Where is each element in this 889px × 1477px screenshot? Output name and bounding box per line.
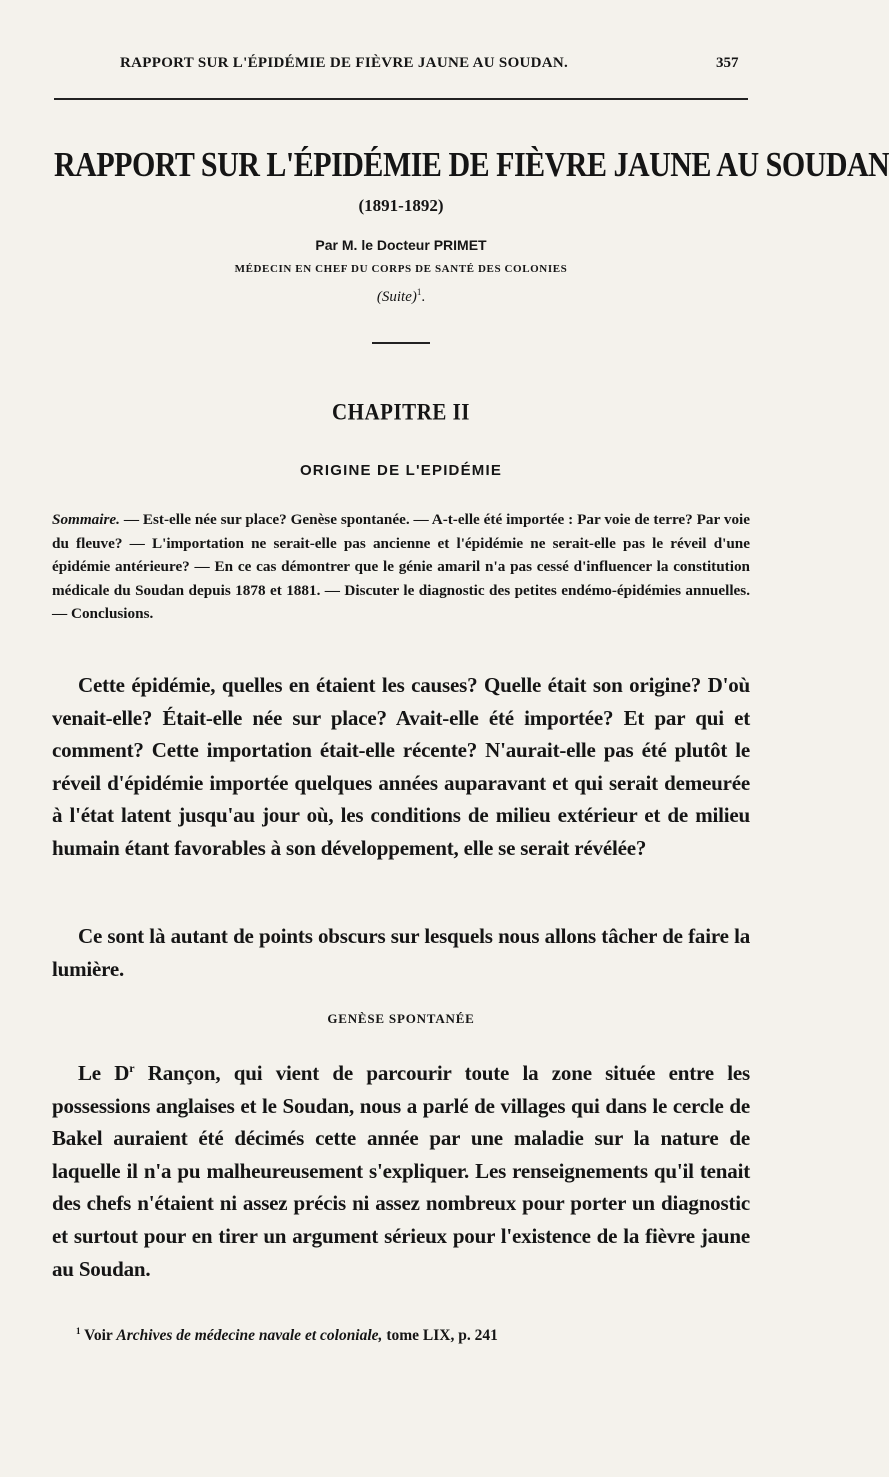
suite-line xyxy=(54,287,748,306)
summary-label: Sommaire. xyxy=(52,511,120,528)
footnote-marker: 1 xyxy=(76,1326,81,1336)
author-role: MÉDECIN EN CHEF DU CORPS DE SANTÉ DES COLONIES xyxy=(234,263,568,275)
author-name: PRIMET xyxy=(433,237,487,253)
chapter-title: ORIGINE DE L'EPIDÉMIE xyxy=(299,462,503,479)
running-head: RAPPORT SUR L'ÉPIDÉMIE DE FIÈVRE JAUNE AU SOUDAN. xyxy=(120,55,569,71)
chapter-number: CHAPITRE II xyxy=(332,398,470,425)
footnote-ref: 1 xyxy=(416,287,422,297)
author-prefix: Par M. le Docteur xyxy=(315,237,434,253)
suite-end: . xyxy=(421,289,426,305)
article-dates: (1891-1892) xyxy=(358,196,444,215)
paragraph-3-sup: r xyxy=(129,1061,135,1075)
footnote-prefix: Voir xyxy=(80,1327,117,1345)
paragraph-1: Cette épidémie, quelles en étaient les causes? Quelle était son origine? D'où venait-elle? Était-elle née sur place? Avait-elle été importée? Et par qui et comment? Cette importation était-elle récente? N'aurait-elle pas été plutôt le réveil d'épidémie importée quelques années auparavant et qui serait demeurée à l'état latent jusqu'au jour où, les conditions de milieu extérieur et de milieu humain étant favorables à son développement, elle se serait révélée? xyxy=(52,673,750,860)
article-title: RAPPORT SUR L'ÉPIDÉMIE DE FIÈVRE JAUNE AU SOUDAN xyxy=(54,146,889,184)
page-number: 357 xyxy=(716,55,739,71)
separator-rule xyxy=(372,342,430,344)
summary-text: — Est-elle née sur place? Genèse spontanée. — A-t-elle été importée : Par voie de terre? Par voie du fleuve? — L'importation ne serait-elle pas ancienne et l'épidémie ne serait-elle pas le réveil d'une épidémie antérieure? — En ce cas démontrer que le génie amaril n'a pas cessé d'influencer la constitution médicale du Soudan depuis 1878 et 1881. — Discuter le diagnostic des petites endémo-épidémies annuelles. — Conclusions. xyxy=(52,511,750,623)
footnote-source: Archives de médecine navale et coloniale, xyxy=(116,1327,383,1345)
section-heading: GENÈSE SPONTANÉE xyxy=(327,1011,475,1026)
footnote xyxy=(76,1326,756,1345)
header-rule xyxy=(54,98,748,100)
paragraph-2: Ce sont là autant de points obscurs sur lesquels nous allons tâcher de faire la lumière. xyxy=(52,924,750,981)
chapter-summary xyxy=(52,508,750,626)
paragraph-3-rest: Rançon, qui vient de parcourir toute la zone située entre les possessions anglaises et le Soudan, nous a parlé de villages qui dans le cercle de Bakel auraient été décimés cette année par une maladie sur la nature de laquelle il n'a pu malheureusement s'expliquer. Les renseignements qu'il tenait des chefs n'étaient ni assez précis ni assez nombreux pour porter un diagnostic et surtout pour en tirer un argument sérieux pour l'existence de la fièvre jaune au Soudan. xyxy=(52,1061,750,1281)
suite-text: (Suite) xyxy=(376,289,417,305)
paragraph-3-start: Le D xyxy=(78,1061,130,1085)
paragraph-3 xyxy=(52,1052,750,1285)
footnote-rest: tome LIX, p. 241 xyxy=(382,1327,498,1345)
author-line xyxy=(54,237,748,253)
